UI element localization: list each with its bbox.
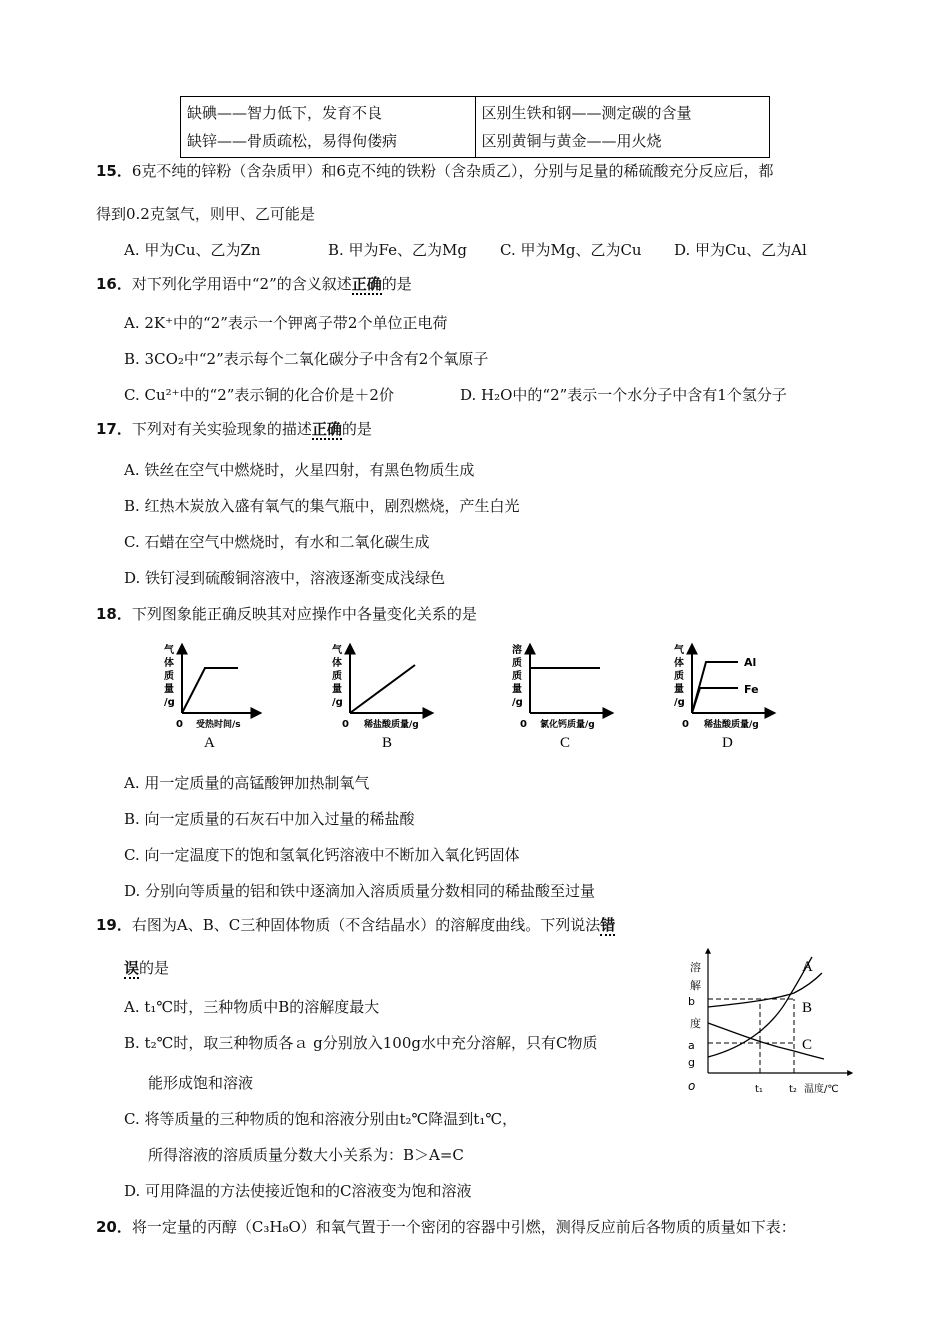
q15-option-d: D. 甲为Cu、乙为Al	[674, 241, 807, 259]
q18-graph-d	[674, 643, 774, 750]
q19-fig-ylabel-1: 解	[690, 979, 701, 992]
q18-graph-a-ylabel-3: 量	[164, 684, 174, 695]
q15-stem-2: 得到0.2克氢气，则甲、乙可能是	[96, 205, 315, 223]
q17-stem-post: 的是	[341, 420, 372, 438]
q18-stem	[96, 603, 477, 624]
q18-graph-b-ylabel-0: 气	[332, 645, 342, 656]
q19-option-b-1: B. t₂℃时，取三种物质各ａ g分别放入100g水中充分溶解，只有C物质	[124, 1034, 598, 1052]
q18-graph-d-fe-label: Fe	[744, 683, 759, 696]
q18-graph-d-ylabel-4: /g	[674, 697, 685, 708]
q17-number: 17．	[96, 420, 132, 438]
q19-fig-ylabel-0: 溶	[690, 961, 701, 974]
table-left-line-2: 缺锌——骨质疏松，易得佝偻病	[187, 132, 398, 150]
q19-fig-tick-b: b	[688, 995, 695, 1008]
q16-option-c: C. Cu²⁺中的“2”表示铜的化合价是＋2价	[124, 386, 394, 404]
q16-option-d: D. H₂O中的“2”表示一个水分子中含有1个氢分子	[460, 386, 787, 404]
table-left-line-1: 缺碘——智力低下，发育不良	[187, 104, 383, 122]
q18-graph-a-ylabel-1: 体	[164, 658, 174, 669]
top-table	[180, 96, 770, 158]
table-right-line-1: 区别生铁和钢——测定碳的含量	[481, 104, 692, 122]
q18-graph-c-ylabel-3: 量	[512, 684, 522, 695]
q18-graph-c-letter: C	[560, 735, 571, 750]
q19-fig-tick-t2: t₂	[789, 1084, 797, 1095]
q16-stem-pre: 对下列化学用语中“2”的含义叙述	[131, 275, 352, 293]
q19-stem	[96, 914, 615, 935]
q19-option-b-2: 能形成饱和溶液	[148, 1074, 254, 1092]
q16-number: 16．	[96, 275, 132, 293]
q19-option-c-2: 所得溶液的溶质质量分数大小关系为：B＞A=C	[148, 1146, 464, 1164]
q19-stem-key-2: 误	[124, 959, 140, 977]
q19-stem-key-1: 错	[600, 916, 616, 934]
q18-graph-d-ylabel-3: 量	[674, 684, 684, 695]
q18-graph-a-ylabel-2: 质	[164, 671, 174, 682]
q19-fig-ylabel-2: 度	[690, 1017, 701, 1030]
q18-graph-b-ylabel-4: /g	[332, 697, 343, 708]
q15-number: 15．	[96, 162, 132, 180]
q18-graph-b-origin: 0	[342, 719, 349, 730]
q18-graph-b-letter: B	[382, 735, 393, 750]
q18-graph-d-ylabel-2: 质	[674, 671, 684, 682]
table-right-line-2: 区别黄铜与黄金——用火烧	[481, 132, 662, 150]
q15-option-a: A. 甲为Cu、乙为Zn	[124, 241, 261, 259]
q18-option-a: A. 用一定质量的高锰酸钾加热制氧气	[124, 774, 370, 792]
q16-stem-key: 正确	[351, 275, 382, 293]
q19-option-d: D. 可用降温的方法使接近饱和的C溶液变为饱和溶液	[124, 1182, 472, 1200]
q18-graph-c	[512, 643, 612, 750]
q16-option-b: B. 3CO₂中“2”表示每个二氧化碳分子中含有2个氧原子	[124, 350, 489, 368]
q17-option-b: B. 红热木炭放入盛有氧气的集气瓶中，剧烈燃烧，产生白光	[124, 497, 520, 515]
q20-number: 20．	[96, 1218, 132, 1236]
q17-stem-pre: 下列对有关实验现象的描述	[131, 420, 312, 438]
q18-option-d: D. 分别向等质量的铝和铁中逐滴加入溶质质量分数相同的稀盐酸至过量	[124, 882, 596, 900]
q19-solubility-figure	[676, 945, 866, 1100]
q19-option-a: A. t₁℃时，三种物质中B的溶解度最大	[124, 998, 380, 1016]
q17-option-a: A. 铁丝在空气中燃烧时，火星四射，有黑色物质生成	[124, 461, 475, 479]
q18-graph-d-fe-line	[692, 688, 738, 713]
q18-graph-d-ylabel-0: 气	[674, 645, 684, 656]
q16-stem-post: 的是	[381, 275, 412, 293]
q18-graph-a-ylabel-0: 气	[164, 645, 174, 656]
q19-fig-label-c: C	[802, 1037, 813, 1053]
q18-graph-b-ylabel-1: 体	[332, 658, 342, 669]
q18-graph-d-origin: 0	[682, 719, 689, 730]
q18-graph-c-ylabel-0: 溶	[512, 645, 522, 656]
q15-option-b: B. 甲为Fe、乙为Mg	[328, 241, 467, 259]
q18-graph-d-letter: D	[722, 735, 733, 750]
q19-fig-label-a: A	[802, 959, 813, 975]
q19-stem-line2	[124, 957, 169, 978]
q18-graph-a-origin: 0	[176, 719, 183, 730]
q18-number: 18．	[96, 605, 132, 623]
q18-graph-d-ylabel-1: 体	[674, 658, 684, 669]
q18-graph-b-line	[350, 665, 415, 713]
q19-fig-tick-a: a	[688, 1039, 695, 1052]
q18-stem-text: 下列图象能正确反映其对应操作中各量变化关系的是	[131, 605, 477, 623]
q19-number: 19．	[96, 916, 132, 934]
q19-fig-tick-t1: t₁	[755, 1084, 763, 1095]
q18-graphs	[160, 635, 800, 750]
q18-graph-c-xlabel: 氯化钙质量/g	[540, 720, 595, 730]
q18-option-c: C. 向一定温度下的饱和氢氧化钙溶液中不断加入氧化钙固体	[124, 846, 520, 864]
q17-option-c: C. 石蜡在空气中燃烧时，有水和二氧化碳生成	[124, 533, 430, 551]
q16-stem	[96, 273, 412, 294]
q17-option-d: D. 铁钉浸到硫酸铜溶液中，溶液逐渐变成浅绿色	[124, 569, 446, 587]
q19-fig-tick-g: g	[688, 1056, 695, 1069]
q15-option-c: C. 甲为Mg、乙为Cu	[500, 241, 642, 259]
q19-fig-label-b: B	[802, 1000, 813, 1016]
q19-stem-post: 的是	[139, 959, 170, 977]
q18-graph-a	[164, 643, 260, 750]
q15-line1	[96, 160, 773, 181]
q17-stem-key: 正确	[311, 420, 342, 438]
q18-graph-a-line	[182, 668, 238, 713]
q15-stem-1: 6克不纯的锌粉（含杂质甲）和6克不纯的铁粉（含杂质乙），分别与足量的稀硫酸充分反应后，都	[131, 162, 774, 180]
q17-stem	[96, 418, 372, 439]
q18-graph-c-ylabel-4: /g	[512, 697, 523, 708]
q19-stem-pre: 右图为A、B、C三种固体物质（不含结晶水）的溶解度曲线。下列说法	[131, 916, 601, 934]
q18-graph-a-letter: A	[204, 735, 215, 750]
q20-stem	[96, 1216, 796, 1237]
q18-graph-b	[332, 643, 432, 750]
q18-graph-b-ylabel-2: 质	[332, 671, 342, 682]
q20-stem-text: 将一定量的丙醇（C₃H₈O）和氧气置于一个密闭的容器中引燃，测得反应前后各物质的质量如下表：	[131, 1218, 796, 1236]
q18-graph-c-origin: 0	[520, 719, 527, 730]
q19-option-c-1: C. 将等质量的三种物质的饱和溶液分别由t₂℃降温到t₁℃，	[124, 1110, 518, 1128]
q18-graph-b-ylabel-3: 量	[332, 684, 342, 695]
q18-graph-d-xlabel: 稀盐酸质量/g	[704, 720, 759, 730]
q18-graph-c-ylabel-1: 质	[512, 658, 522, 669]
table-right-cell	[475, 97, 770, 158]
q18-graph-d-al-label: Al	[744, 656, 757, 669]
q18-option-b: B. 向一定质量的石灰石中加入过量的稀盐酸	[124, 810, 415, 828]
q18-graph-b-xlabel: 稀盐酸质量/g	[364, 720, 419, 730]
q18-graph-a-xlabel: 受热时间/s	[196, 720, 241, 730]
q19-fig-xlabel: 温度/℃	[804, 1084, 839, 1095]
q18-graph-a-ylabel-4: /g	[164, 697, 175, 708]
q19-fig-origin: o	[688, 1079, 696, 1093]
table-left-cell	[181, 97, 476, 158]
q18-graph-c-ylabel-2: 质	[512, 671, 522, 682]
q16-option-a: A. 2K⁺中的“2”表示一个钾离子带2个单位正电荷	[124, 314, 448, 332]
